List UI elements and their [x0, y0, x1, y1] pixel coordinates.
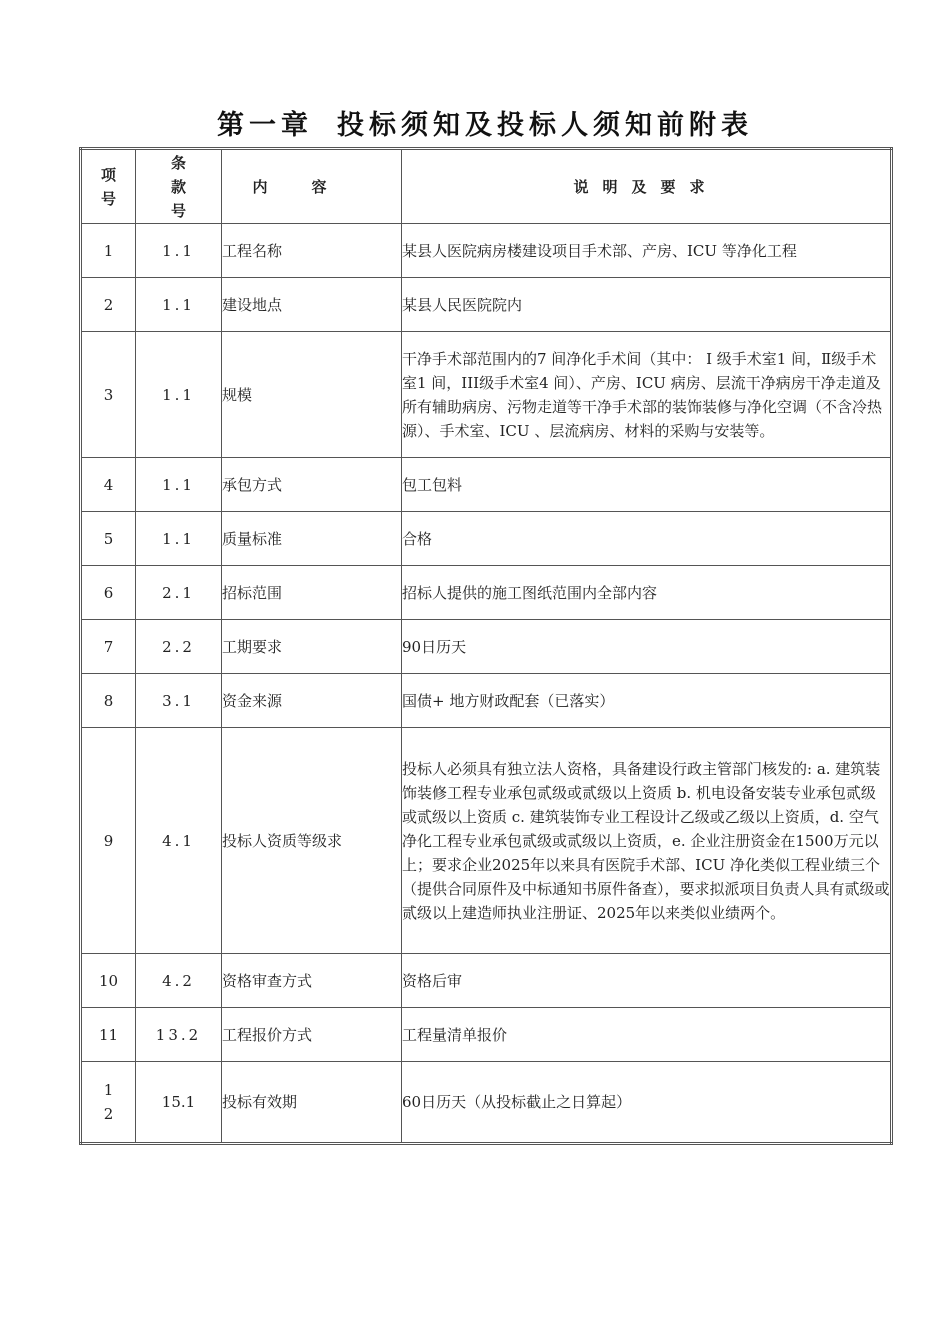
- row-clause: 2.2: [136, 620, 222, 674]
- row-number: 11: [81, 1008, 136, 1062]
- row-clause: 1.1: [136, 458, 222, 512]
- row-description: 国债+ 地方财政配套（已落实）: [402, 674, 892, 728]
- table-row: [81, 728, 892, 954]
- row-description: 某县人医院病房楼建设项目手术部、产房、ICU 等净化工程: [402, 224, 892, 278]
- row-number: 7: [81, 620, 136, 674]
- row-item: 质量标准: [222, 512, 402, 566]
- row-item: 工程报价方式: [222, 1008, 402, 1062]
- row-item: 招标范围: [222, 566, 402, 620]
- row-number: 1 2: [81, 1062, 136, 1144]
- row-number: 8: [81, 674, 136, 728]
- row-description: 投标人必须具有独立法人资格，具备建设行政主管部门核发的: a. 建筑装饰装修工程专业承包贰级或贰级以上资质 b. 机电设备安装专业承包贰级或贰级以上资质 c. 建筑装饰专业工程设计乙级或乙级以上资质，d. 空气净化工程专业承包贰级或贰级以上资质，e. 企业注册资金在1500万元以上；要求企业2025年以来具有医院手术部、ICU 净化类似工程业绩三个（提供合同原件及中标通知书原件备查），要求拟派项目负责人具有贰级或贰级以上建造师执业注册证、2025年以来类似业绩两个。: [402, 728, 892, 954]
- row-description: 资格后审: [402, 954, 892, 1008]
- table-row: [81, 1062, 892, 1144]
- row-number: 4: [81, 458, 136, 512]
- row-item: 承包方式: [222, 458, 402, 512]
- row-number: 9: [81, 728, 136, 954]
- row-number: 1: [81, 224, 136, 278]
- row-clause: 15.1: [136, 1062, 222, 1144]
- row-description: 招标人提供的施工图纸范围内全部内容: [402, 566, 892, 620]
- row-description: 干净手术部范围内的7 间净化手术间（其中： I 级手术室1 间，Ⅱ级手术室1 间，III级手术室4 间）、产房、ICU 病房、层流干净病房干净走道及所有辅助病房、污物走道等干净手术部的装饰装修与净化空调（不含冷热源）、手术室、ICU 、层流病房、材料的采购与安装等。: [402, 332, 892, 458]
- row-description: 工程量清单报价: [402, 1008, 892, 1062]
- row-description: 包工包料: [402, 458, 892, 512]
- row-clause: 2.1: [136, 566, 222, 620]
- chapter-title: 投标须知及投标人须知前附表: [337, 110, 753, 141]
- table-row: [81, 620, 892, 674]
- table-row: [81, 954, 892, 1008]
- row-item: 工期要求: [222, 620, 402, 674]
- chapter-label: 第一章: [217, 110, 313, 141]
- table-row: [81, 224, 892, 278]
- row-item: 工程名称: [222, 224, 402, 278]
- row-number: 2: [81, 278, 136, 332]
- row-clause: 4.1: [136, 728, 222, 954]
- row-clause: 1.1: [136, 278, 222, 332]
- row-number: 6: [81, 566, 136, 620]
- row-item: 投标人资质等级求: [222, 728, 402, 954]
- table-row: [81, 332, 892, 458]
- row-clause: 13.2: [136, 1008, 222, 1062]
- table-row: [81, 566, 892, 620]
- table-row: [81, 674, 892, 728]
- row-clause: 1.1: [136, 332, 222, 458]
- row-item: 资格审查方式: [222, 954, 402, 1008]
- row-number: 10: [81, 954, 136, 1008]
- row-description: 90日历天: [402, 620, 892, 674]
- bid-notice-table: [79, 147, 893, 1145]
- header-clause-number: 条 款 号: [136, 149, 222, 224]
- table-row: [81, 458, 892, 512]
- table-row: [81, 278, 892, 332]
- row-clause: 4.2: [136, 954, 222, 1008]
- row-number: 5: [81, 512, 136, 566]
- row-description: 60日历天（从投标截止之日算起）: [402, 1062, 892, 1144]
- row-clause: 1.1: [136, 512, 222, 566]
- table-header-row: [81, 149, 892, 224]
- row-clause: 3.1: [136, 674, 222, 728]
- row-item: 资金来源: [222, 674, 402, 728]
- header-item-number: 项 号: [81, 149, 136, 224]
- row-description: 合格: [402, 512, 892, 566]
- row-clause: 1.1: [136, 224, 222, 278]
- table-row: [81, 1008, 892, 1062]
- row-item: 建设地点: [222, 278, 402, 332]
- row-item: 投标有效期: [222, 1062, 402, 1144]
- table-row: [81, 512, 892, 566]
- header-content: 内容: [222, 149, 402, 224]
- row-number: 3: [81, 332, 136, 458]
- row-description: 某县人民医院院内: [402, 278, 892, 332]
- header-description: 说明及要求: [402, 149, 892, 224]
- page-title: [0, 103, 950, 142]
- row-item: 规模: [222, 332, 402, 458]
